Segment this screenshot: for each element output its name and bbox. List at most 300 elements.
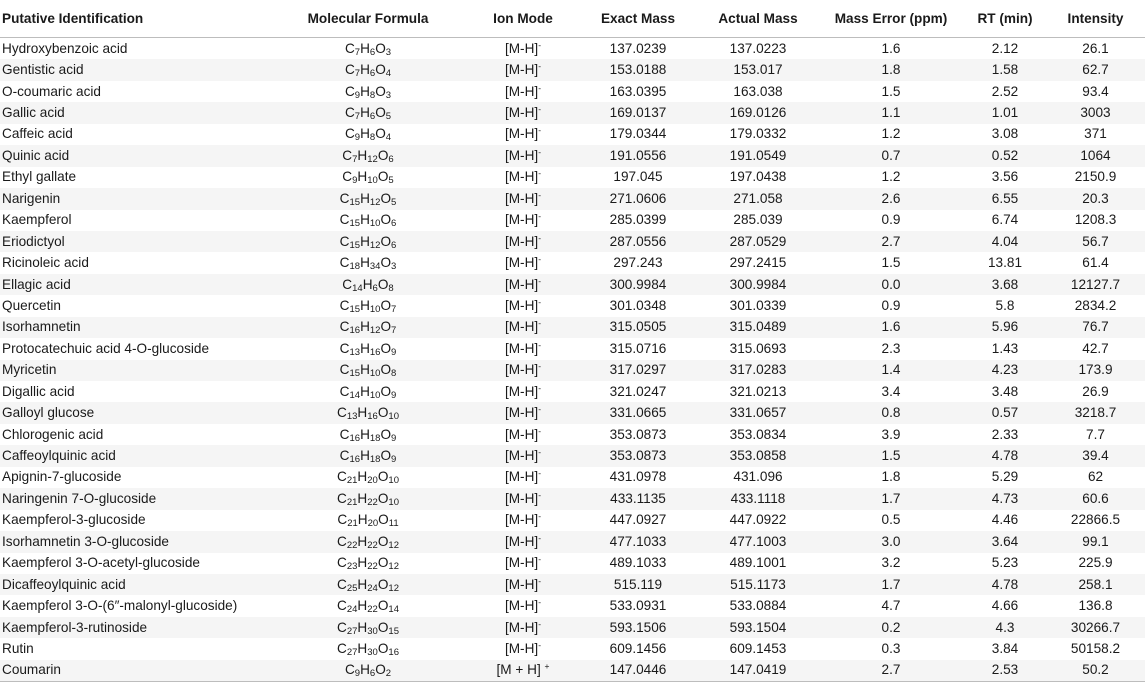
retention-time: 4.73 — [964, 488, 1046, 509]
retention-time: 4.23 — [964, 360, 1046, 381]
formula-count: 10 — [369, 368, 381, 380]
table-body — [0, 38, 1145, 682]
mass-error: 3.9 — [881, 426, 901, 442]
formula-element: H — [357, 555, 368, 571]
formula-element: C — [339, 426, 350, 442]
formula-count: 16 — [349, 454, 361, 466]
compound-name: O-coumaric acid — [2, 83, 101, 99]
retention-time: 5.29 — [991, 469, 1019, 485]
formula-count: 14 — [388, 604, 399, 616]
ion-mode-charge: - — [538, 61, 542, 72]
formula-count: 16 — [388, 646, 399, 658]
retention-time: 1.01 — [964, 102, 1046, 123]
formula-element: O — [377, 469, 389, 485]
formula-count: 9 — [391, 389, 397, 401]
ion-mode-base: [M-H] — [504, 233, 539, 249]
compound-name: Eriodictyol — [0, 231, 268, 252]
molecular-formula — [268, 59, 468, 80]
mass-error: 1.5 — [881, 83, 901, 99]
formula-element: O — [377, 405, 389, 421]
formula-element: H — [357, 469, 368, 485]
intensity: 26.9 — [1082, 383, 1109, 399]
actual-mass: 287.0529 — [698, 231, 818, 252]
actual-mass: 489.1001 — [729, 555, 787, 571]
mass-error: 2.7 — [818, 660, 964, 682]
actual-mass: 285.039 — [733, 212, 783, 228]
ion-mode — [468, 188, 578, 209]
mass-error: 1.7 — [818, 488, 964, 509]
formula-count: 8 — [391, 368, 397, 380]
header-intensity: Intensity — [1046, 0, 1145, 38]
formula-element: O — [377, 533, 389, 549]
compound-name: Naringenin 7-O-glucoside — [0, 488, 268, 509]
table-row — [0, 445, 1145, 466]
ion-mode-base: [M-H] — [504, 255, 539, 271]
formula-element: O — [380, 340, 392, 356]
formula-count: 3 — [385, 89, 392, 101]
table-row — [0, 638, 1145, 659]
formula-element: H — [360, 319, 370, 335]
ion-mode-charge: - — [538, 104, 542, 115]
compound-name: Gallic acid — [0, 102, 268, 123]
retention-time: 5.23 — [991, 555, 1019, 571]
formula-element: O — [377, 640, 389, 656]
formula-element: C — [337, 555, 347, 571]
intensity: 39.4 — [1046, 445, 1145, 466]
formula-count: 7 — [354, 46, 361, 58]
formula-count: 27 — [346, 646, 358, 658]
compound-name: Caffeic acid — [2, 126, 73, 142]
formula-count: 20 — [367, 518, 379, 530]
formula-element: H — [360, 62, 370, 78]
compound-name: Ricinoleic acid — [2, 255, 89, 271]
formula-element: H — [360, 362, 370, 378]
intensity: 225.9 — [1078, 555, 1113, 571]
formula-count: 9 — [354, 89, 361, 101]
molecular-formula — [268, 102, 468, 123]
compound-name: Caffeoylquinic acid — [0, 445, 268, 466]
formula-count: 9 — [391, 454, 397, 466]
table-row — [0, 252, 1145, 273]
formula-element: C — [339, 297, 350, 313]
intensity: 60.6 — [1046, 488, 1145, 509]
formula-count: 6 — [391, 218, 397, 230]
retention-time: 3.64 — [964, 531, 1046, 552]
compound-name: Rutin — [2, 640, 34, 656]
table-row — [0, 38, 1145, 60]
formula-count: 10 — [369, 218, 381, 230]
table-row — [0, 402, 1145, 423]
intensity: 50.2 — [1046, 660, 1145, 682]
ion-mode — [468, 488, 578, 509]
formula-count: 15 — [349, 368, 361, 380]
intensity: 22866.5 — [1070, 512, 1121, 528]
mass-error: 0.0 — [818, 274, 964, 295]
formula-element: C — [344, 126, 355, 142]
mass-error: 1.5 — [818, 445, 964, 466]
molecular-formula — [268, 467, 468, 488]
formula-element: O — [380, 297, 392, 313]
retention-time: 6.74 — [991, 212, 1019, 228]
actual-mass: 533.0884 — [729, 598, 787, 614]
retention-time: 1.43 — [991, 340, 1019, 356]
header-mass-error: Mass Error (ppm) — [818, 0, 964, 38]
compound-name: Protocatechuic acid 4-O-glucoside — [2, 340, 210, 356]
formula-element: H — [362, 276, 373, 292]
ion-mode — [468, 510, 578, 531]
molecular-formula — [268, 574, 468, 595]
formula-count: 5 — [388, 175, 394, 187]
ion-mode-base: [M-H] — [504, 383, 539, 399]
formula-count: 6 — [369, 68, 376, 80]
compound-name: Myricetin — [0, 360, 268, 381]
formula-element: C — [344, 40, 355, 56]
compound-name: Digallic acid — [2, 383, 75, 399]
compound-name: Kaempferol 3-O-(6″-malonyl-glucoside) — [2, 598, 238, 614]
formula-count: 12 — [369, 196, 381, 208]
exact-mass: 163.0395 — [609, 83, 667, 99]
intensity: 2834.2 — [1074, 297, 1117, 313]
actual-mass: 353.0858 — [698, 445, 818, 466]
table-row — [0, 59, 1145, 80]
formula-count: 18 — [369, 454, 381, 466]
intensity: 136.8 — [1078, 598, 1113, 614]
table-row — [0, 467, 1145, 488]
exact-mass: 300.9984 — [578, 274, 698, 295]
ion-mode — [468, 445, 578, 466]
ion-mode-charge: - — [538, 554, 542, 565]
compound-name: Quercetin — [2, 297, 61, 313]
formula-count: 22 — [367, 539, 378, 551]
table-row — [0, 145, 1145, 166]
ion-mode — [468, 617, 578, 638]
ion-mode — [468, 638, 578, 659]
formula-element: O — [377, 576, 389, 592]
formula-count: 12 — [369, 325, 381, 337]
retention-time: 4.3 — [964, 617, 1046, 638]
molecular-formula — [268, 360, 468, 381]
formula-element: H — [360, 40, 370, 56]
intensity: 62.7 — [1046, 59, 1145, 80]
molecular-formula — [268, 81, 468, 102]
retention-time: 4.04 — [964, 231, 1046, 252]
ion-mode-charge: - — [538, 339, 542, 350]
formula-count: 16 — [367, 411, 378, 423]
ion-mode-base: [M-H] — [504, 426, 539, 442]
mass-error: 0.9 — [881, 212, 901, 228]
compound-name: Hydroxybenzoic acid — [2, 40, 128, 56]
ion-mode-charge: - — [538, 275, 542, 286]
ion-mode-charge: + — [544, 661, 550, 672]
ion-mode-base: [M-H] — [504, 62, 539, 78]
ion-mode-base: [M-H] — [504, 512, 539, 528]
formula-count: 22 — [367, 496, 378, 508]
ion-mode-charge: - — [538, 639, 542, 650]
molecular-formula — [268, 274, 468, 295]
actual-mass: 300.9984 — [698, 274, 818, 295]
retention-time: 5.8 — [995, 297, 1015, 313]
ion-mode-charge: - — [538, 618, 542, 629]
ion-mode-charge: - — [538, 125, 542, 136]
formula-element: C — [339, 362, 350, 378]
ion-mode — [468, 360, 578, 381]
compound-name: Apignin-7-glucoside — [2, 469, 122, 485]
intensity: 12127.7 — [1046, 274, 1145, 295]
ion-mode-charge: - — [538, 254, 542, 265]
molecular-formula — [268, 317, 468, 338]
formula-element: C — [342, 276, 353, 292]
ion-mode-base: [M-H] — [504, 362, 539, 378]
formula-count: 15 — [349, 239, 361, 251]
ion-mode — [468, 231, 578, 252]
ion-mode-charge: - — [538, 425, 542, 436]
formula-element: C — [337, 576, 347, 592]
formula-element: O — [380, 362, 392, 378]
formula-count: 15 — [349, 218, 361, 230]
mass-error: 1.8 — [818, 59, 964, 80]
molecular-formula — [268, 295, 468, 316]
mass-error: 1.7 — [818, 574, 964, 595]
compound-name: Chlorogenic acid — [2, 426, 104, 442]
ion-mode-charge: - — [538, 532, 542, 543]
retention-time: 0.57 — [964, 402, 1046, 423]
intensity: 371 — [1084, 126, 1107, 142]
actual-mass: 147.0419 — [698, 660, 818, 682]
formula-count: 3 — [385, 46, 392, 58]
ion-mode-base: [M-H] — [504, 533, 539, 549]
table-row — [0, 595, 1145, 616]
header-ion-mode: Ion Mode — [468, 0, 578, 38]
table-row — [0, 424, 1145, 445]
formula-element: O — [380, 426, 392, 442]
molecular-formula — [268, 381, 468, 402]
ion-mode-base: [M-H] — [504, 126, 539, 142]
formula-element: O — [380, 190, 392, 206]
ion-mode-base: [M-H] — [504, 40, 539, 56]
formula-element: C — [337, 512, 348, 528]
compound-name: Dicaffeoylquinic acid — [0, 574, 268, 595]
exact-mass: 317.0297 — [578, 360, 698, 381]
ion-mode — [468, 81, 578, 102]
mass-error: 2.7 — [818, 231, 964, 252]
ion-mode-charge: - — [538, 146, 542, 157]
mass-error: 0.9 — [881, 297, 901, 313]
formula-count: 14 — [352, 282, 363, 294]
molecular-formula — [268, 231, 468, 252]
formula-count: 5 — [385, 111, 392, 123]
formula-element: O — [380, 233, 392, 249]
ion-mode-base: [M-H] — [504, 169, 539, 185]
ion-mode-base: [M-H] — [504, 469, 539, 485]
formula-element: C — [337, 598, 347, 614]
formula-element: C — [342, 169, 353, 185]
formula-count: 8 — [369, 89, 376, 101]
ion-mode — [468, 424, 578, 445]
mass-error: 1.1 — [818, 102, 964, 123]
formula-element: H — [360, 83, 370, 99]
ion-mode-base: [M-H] — [504, 147, 539, 163]
formula-element: H — [360, 233, 370, 249]
intensity: 173.9 — [1046, 360, 1145, 381]
ion-mode-charge: - — [538, 189, 542, 200]
formula-element: O — [380, 255, 392, 271]
actual-mass: 515.1173 — [698, 574, 818, 595]
formula-count: 7 — [354, 68, 361, 80]
exact-mass: 137.0239 — [609, 40, 667, 56]
intensity: 26.1 — [1082, 40, 1109, 56]
retention-time: 3.68 — [964, 274, 1046, 295]
formula-count: 30 — [367, 646, 378, 658]
mass-error: 0.8 — [818, 402, 964, 423]
retention-time: 3.84 — [991, 640, 1019, 656]
ion-mode-charge: - — [538, 232, 542, 243]
formula-count: 10 — [367, 175, 378, 187]
formula-element: C — [339, 319, 350, 335]
formula-element: H — [360, 126, 370, 142]
formula-count: 8 — [369, 132, 376, 144]
actual-mass: 315.0489 — [698, 317, 818, 338]
actual-mass: 317.0283 — [698, 360, 818, 381]
mass-error: 1.2 — [881, 169, 901, 185]
formula-element: O — [380, 319, 392, 335]
table-row — [0, 510, 1145, 531]
formula-count: 13 — [349, 346, 361, 358]
exact-mass: 489.1033 — [609, 555, 667, 571]
header-rt: RT (min) — [964, 0, 1046, 38]
ion-mode-charge: - — [538, 82, 542, 93]
table-row — [0, 338, 1145, 359]
actual-mass: 137.0223 — [729, 40, 787, 56]
mass-error: 1.6 — [818, 317, 964, 338]
ion-mode-charge: - — [538, 404, 542, 415]
formula-element: H — [360, 212, 370, 228]
ion-mode-base: [M + H] — [496, 662, 545, 678]
formula-count: 24 — [367, 582, 378, 594]
ion-mode — [468, 338, 578, 359]
formula-element: C — [344, 105, 355, 121]
formula-count: 5 — [391, 196, 397, 208]
ion-mode-charge: - — [538, 575, 542, 586]
table-row — [0, 81, 1145, 102]
ion-mode — [468, 381, 578, 402]
formula-element: O — [375, 62, 386, 78]
actual-mass: 169.0126 — [698, 102, 818, 123]
actual-mass: 297.2415 — [729, 255, 787, 271]
actual-mass: 321.0213 — [729, 383, 787, 399]
compound-name: Isorhamnetin — [0, 317, 268, 338]
exact-mass: 321.0247 — [609, 383, 667, 399]
formula-count: 15 — [349, 303, 361, 315]
retention-time: 6.55 — [964, 188, 1046, 209]
formula-count: 21 — [346, 475, 358, 487]
retention-time: 4.78 — [964, 574, 1046, 595]
table-row — [0, 617, 1145, 638]
actual-mass: 315.0693 — [729, 340, 787, 356]
exact-mass: 169.0137 — [578, 102, 698, 123]
formula-element: H — [360, 448, 370, 464]
compound-name: Kaempferol 3-O-acetyl-glucoside — [2, 555, 200, 571]
intensity: 76.7 — [1046, 317, 1145, 338]
formula-count: 12 — [388, 582, 399, 594]
table-row — [0, 167, 1145, 188]
exact-mass: 515.119 — [578, 574, 698, 595]
formula-count: 15 — [349, 196, 361, 208]
exact-mass: 147.0446 — [578, 660, 698, 682]
formula-element: O — [378, 512, 389, 528]
ion-mode-charge: - — [538, 511, 542, 522]
exact-mass: 179.0344 — [609, 126, 667, 142]
actual-mass: 163.038 — [733, 83, 783, 99]
formula-element: H — [357, 405, 368, 421]
table-row — [0, 574, 1145, 595]
exact-mass: 315.0505 — [578, 317, 698, 338]
molecular-formula — [268, 402, 468, 423]
compound-name: Quinic acid — [0, 145, 268, 166]
exact-mass: 287.0556 — [578, 231, 698, 252]
header-formula: Molecular Formula — [268, 0, 468, 38]
ion-mode-base: [M-H] — [504, 405, 539, 421]
ion-mode-base: [M-H] — [504, 555, 539, 571]
retention-time: 0.52 — [964, 145, 1046, 166]
ion-mode — [468, 124, 578, 145]
exact-mass: 353.0873 — [578, 445, 698, 466]
formula-count: 25 — [346, 582, 358, 594]
ion-mode — [468, 553, 578, 574]
molecular-formula — [268, 38, 468, 60]
exact-mass: 431.0978 — [609, 469, 667, 485]
molecular-formula — [268, 210, 468, 231]
actual-mass: 353.0834 — [729, 426, 787, 442]
mass-error: 0.5 — [881, 512, 901, 528]
mass-error: 2.3 — [881, 340, 901, 356]
exact-mass: 353.0873 — [609, 426, 667, 442]
ion-mode — [468, 402, 578, 423]
ion-mode — [468, 660, 578, 682]
formula-count: 12 — [369, 239, 381, 251]
ion-mode-base: [M-H] — [504, 319, 539, 335]
formula-element: H — [357, 512, 368, 528]
formula-element: H — [357, 640, 368, 656]
mass-error: 0.2 — [818, 617, 964, 638]
ion-mode-base: [M-H] — [504, 490, 539, 506]
formula-count: 4 — [385, 132, 392, 144]
formula-element: C — [337, 405, 347, 421]
mass-error: 0.7 — [818, 145, 964, 166]
retention-time: 3.48 — [991, 383, 1019, 399]
formula-count: 13 — [346, 411, 358, 423]
formula-count: 7 — [391, 303, 397, 315]
mass-error: 0.3 — [881, 640, 901, 656]
formula-count: 10 — [369, 389, 381, 401]
formula-count: 22 — [346, 539, 358, 551]
exact-mass: 533.0931 — [609, 598, 667, 614]
formula-count: 8 — [388, 282, 394, 294]
formula-element: C — [342, 147, 353, 163]
mass-error: 1.2 — [881, 126, 901, 142]
formula-count: 16 — [349, 325, 361, 337]
ion-mode — [468, 59, 578, 80]
table-row — [0, 317, 1145, 338]
exact-mass: 285.0399 — [609, 212, 667, 228]
formula-count: 9 — [354, 132, 361, 144]
formula-element: C — [339, 212, 350, 228]
compound-name: Narigenin — [0, 188, 268, 209]
intensity: 50158.2 — [1070, 640, 1121, 656]
formula-count: 14 — [349, 389, 361, 401]
table-row — [0, 381, 1145, 402]
formula-count: 23 — [346, 561, 358, 573]
formula-element: O — [375, 105, 386, 121]
